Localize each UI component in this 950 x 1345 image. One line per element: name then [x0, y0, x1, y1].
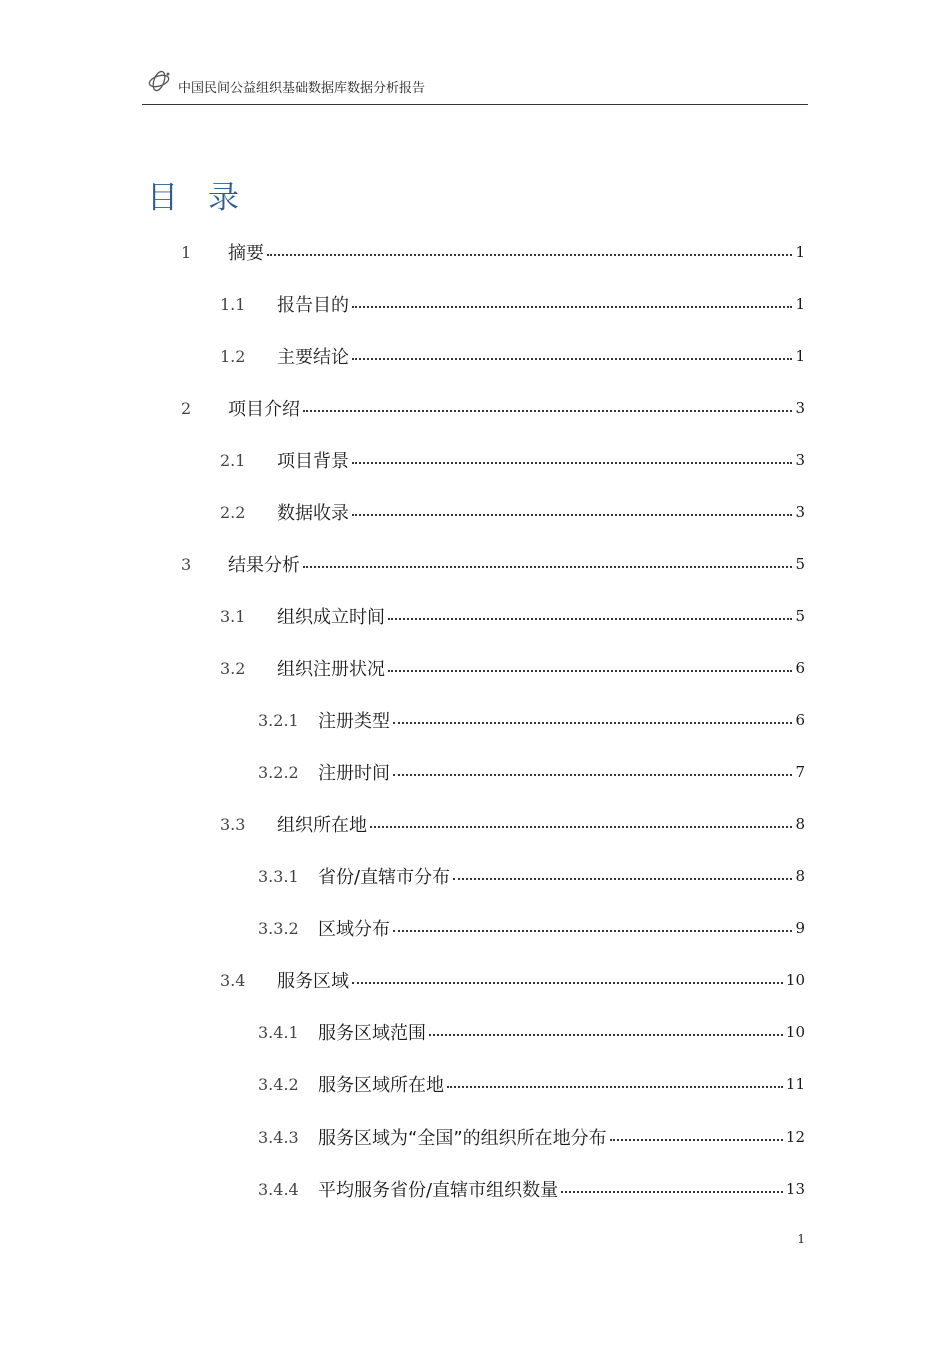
page-header — [142, 66, 808, 105]
toc-entry[interactable] — [220, 292, 805, 316]
dot-leader — [267, 254, 792, 256]
toc-entry-label: 服务区域 — [277, 971, 349, 992]
toc-entry-label: 主要结论 — [277, 347, 349, 368]
dot-leader — [393, 774, 792, 776]
toc-entry-number: 3.2 — [220, 658, 246, 678]
toc-entry[interactable] — [220, 448, 805, 472]
toc-entry-number: 3.3.2 — [258, 918, 299, 938]
toc-entry[interactable] — [220, 812, 805, 836]
toc-entry-page: 1 — [795, 295, 805, 313]
toc-entry[interactable] — [220, 344, 805, 368]
toc-entry-page: 12 — [785, 1128, 805, 1146]
toc-entry-label: 项目背景 — [277, 451, 349, 472]
dot-leader — [429, 1034, 783, 1036]
toc-title: 目录 — [147, 180, 269, 216]
toc-entry[interactable] — [181, 396, 805, 420]
toc-entry[interactable] — [258, 916, 805, 940]
dot-leader — [610, 1139, 783, 1141]
toc-entry-label: 组织注册状况 — [277, 659, 385, 680]
toc-entry[interactable] — [258, 1177, 805, 1201]
toc-entry-label: 注册时间 — [318, 763, 390, 784]
dot-leader — [303, 566, 792, 568]
toc-entry-label: 服务区域为“全国”的组织所在地分布 — [318, 1128, 607, 1149]
toc-entry-page: 3 — [795, 503, 805, 521]
toc-entry-label: 报告目的 — [277, 295, 349, 316]
toc-entry-label: 服务区域所在地 — [318, 1075, 444, 1096]
dot-leader — [453, 878, 792, 880]
toc-entry-number: 3.4.1 — [258, 1022, 299, 1042]
toc-entry-page: 7 — [795, 763, 805, 781]
toc-entry-page: 6 — [795, 711, 805, 729]
toc-entry-number: 3.4.4 — [258, 1179, 299, 1199]
dot-leader — [393, 722, 792, 724]
toc-entry-page: 5 — [795, 607, 805, 625]
toc-entry[interactable] — [220, 604, 805, 628]
dot-leader — [447, 1086, 783, 1088]
dot-leader — [352, 306, 792, 308]
toc-entry-label: 项目介绍 — [228, 399, 300, 420]
toc-entry-page: 8 — [795, 815, 805, 833]
toc-entry-label: 省份/直辖市分布 — [318, 867, 451, 888]
toc-entry-label: 结果分析 — [228, 555, 300, 576]
toc-entry[interactable] — [258, 1020, 805, 1044]
toc-entry-number: 3.2.1 — [258, 710, 299, 730]
toc-entry[interactable] — [258, 760, 805, 784]
toc-entry-page: 5 — [795, 555, 805, 573]
toc-entry-page: 8 — [795, 867, 805, 885]
toc-entry-number: 3.4.3 — [258, 1127, 299, 1147]
dot-leader — [303, 410, 792, 412]
toc-entry[interactable] — [220, 656, 805, 680]
dot-leader — [352, 462, 792, 464]
toc-entry-page: 6 — [795, 659, 805, 677]
toc-entry-number: 1.1 — [220, 294, 246, 314]
toc-entry[interactable] — [181, 552, 805, 576]
toc-entry-number: 2.2 — [220, 502, 246, 522]
dot-leader — [370, 826, 792, 828]
toc-entry-number: 3.4.2 — [258, 1074, 299, 1094]
toc-entry-label: 组织所在地 — [277, 815, 367, 836]
toc-entry-number: 3.4 — [220, 970, 246, 990]
toc-entry[interactable] — [220, 968, 805, 992]
toc-entry-page: 13 — [785, 1180, 805, 1198]
toc-entry[interactable] — [258, 864, 805, 888]
toc-entry-label: 注册类型 — [318, 711, 390, 732]
toc-entry[interactable] — [258, 1072, 805, 1096]
toc-entry-number: 3 — [181, 554, 192, 574]
toc-entry-number: 3.3 — [220, 814, 246, 834]
toc-entry[interactable] — [258, 1125, 805, 1149]
toc-entry-page: 3 — [795, 451, 805, 469]
dot-leader — [388, 618, 792, 620]
toc-entry-label: 摘要 — [228, 243, 264, 264]
toc-entry-number: 1 — [181, 242, 192, 262]
page-number: 1 — [797, 1232, 805, 1246]
toc-entry[interactable] — [181, 240, 805, 264]
toc-entry-label: 服务区域范围 — [318, 1023, 426, 1044]
dot-leader — [352, 358, 792, 360]
toc-entry-label: 数据收录 — [277, 503, 349, 524]
toc-entry-number: 2.1 — [220, 450, 246, 470]
toc-entry-number: 3.3.1 — [258, 866, 299, 886]
dot-leader — [352, 982, 783, 984]
dot-leader — [388, 670, 792, 672]
header-title: 中国民间公益组织基础数据库数据分析报告 — [178, 81, 426, 96]
toc-entry-number: 3.1 — [220, 606, 246, 626]
toc-entry-number: 3.2.2 — [258, 762, 299, 782]
toc-entry-page: 1 — [795, 347, 805, 365]
toc-entry[interactable] — [220, 500, 805, 524]
ring-logo-icon — [146, 68, 172, 94]
dot-leader — [561, 1191, 783, 1193]
toc-entry-page: 10 — [785, 1023, 805, 1041]
toc-entry-page: 9 — [795, 919, 805, 937]
dot-leader — [393, 930, 792, 932]
toc-entry-page: 1 — [795, 243, 805, 261]
toc-entry-page: 10 — [785, 971, 805, 989]
toc-entry[interactable] — [258, 708, 805, 732]
toc-entry-label: 平均服务省份/直辖市组织数量 — [318, 1180, 559, 1201]
toc-entry-page: 11 — [785, 1075, 805, 1093]
toc-entry-number: 1.2 — [220, 346, 246, 366]
toc-entry-number: 2 — [181, 398, 192, 418]
toc-entry-label: 组织成立时间 — [277, 607, 385, 628]
toc-entry-page: 3 — [795, 399, 805, 417]
dot-leader — [352, 514, 792, 516]
toc-entry-label: 区域分布 — [318, 919, 390, 940]
